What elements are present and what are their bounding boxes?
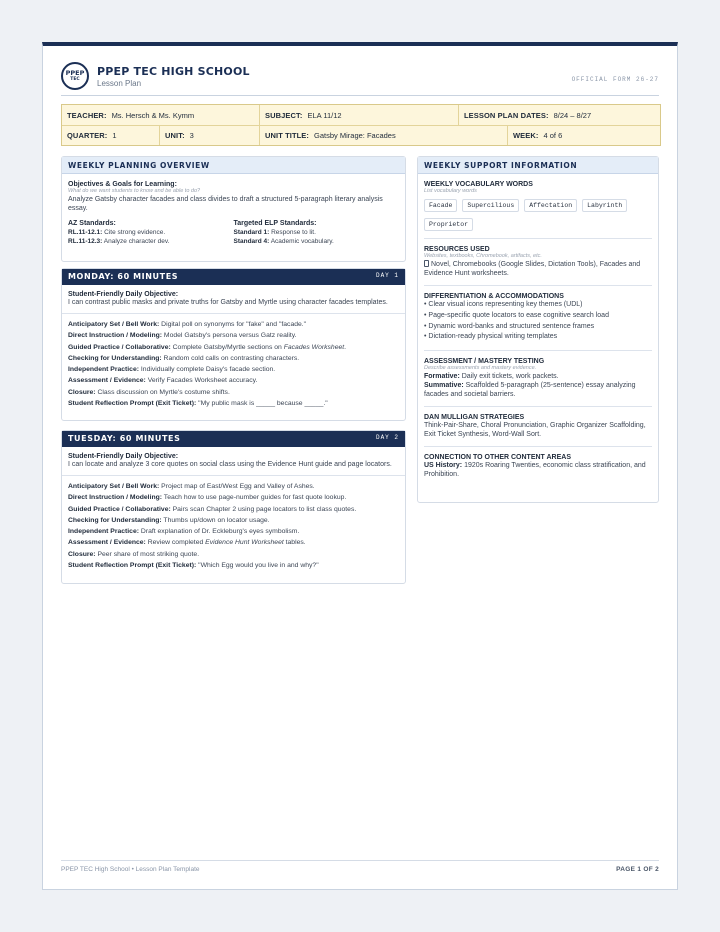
activity-label: Closure:	[68, 550, 96, 558]
dates-cell	[459, 105, 660, 125]
activity-text: Thumbs up/down on locator usage.	[163, 516, 270, 524]
elp-standard-text: Response to lit.	[271, 229, 316, 236]
activity-label: Assessment / Evidence:	[68, 377, 146, 385]
dan-mulligan-section	[424, 406, 652, 439]
assessment-label: ASSESSMENT / MASTERY TESTING	[424, 358, 545, 366]
subject-label: SUBJECT:	[265, 110, 303, 120]
vocab-label: WEEKLY VOCABULARY WORDS	[424, 181, 533, 188]
activity-text: Review completed	[147, 539, 204, 547]
az-standard-text: Analyze character dev.	[103, 237, 170, 245]
activity-text: Draft explanation of Dr. Eckleburg's eyes symbolism.	[140, 528, 300, 536]
day-header	[62, 269, 405, 285]
tablet-icon	[424, 260, 429, 267]
unit-title-label: UNIT TITLE:	[265, 131, 310, 140]
activity-emphasis: Facades Worksheet	[283, 343, 345, 351]
differentiation-item: • Page-specific quote locators to ease cognitive search load	[424, 311, 609, 319]
vocab-chip: Supercilious	[462, 199, 519, 212]
page-header	[61, 62, 659, 96]
page-number: PAGE 1 OF 2	[616, 866, 659, 873]
vocab-chip: Proprietor	[424, 218, 473, 231]
activity-text: Peer share of most striking quote.	[97, 550, 200, 558]
quarter-value: 1	[112, 131, 117, 140]
lesson-info-grid	[61, 104, 661, 146]
activity-text-after: tables.	[283, 539, 306, 547]
assessment-hint: Describe assessments and mastery evidence.	[424, 365, 537, 372]
differentiation-item: • Clear visual icons representing key themes (UDL)	[424, 301, 583, 308]
elp-standard-text: Academic vocabulary.	[270, 237, 334, 245]
document-subtitle: Lesson Plan	[97, 79, 142, 88]
activity-text: Class discussion on Myrtle's costume shifts.	[97, 388, 230, 396]
resources-text	[424, 260, 652, 278]
differentiation-label: DIFFERENTIATION & ACCOMMODATIONS	[424, 293, 564, 300]
daily-objective	[62, 285, 405, 314]
activity-label: Closure:	[68, 388, 96, 396]
activity-label: Anticipatory Set / Bell Work:	[68, 321, 160, 328]
activity-row	[68, 504, 399, 515]
connection-section	[424, 446, 652, 479]
day-tag: DAY 2	[375, 434, 399, 441]
summative-text: Summative: Scaffolded 5-paragraph (25-sentence) essay analyzing facades and societal barriers.	[424, 382, 636, 399]
activity-emphasis: Evidence Hunt Worksheet	[205, 539, 284, 547]
differentiation-item: • Dynamic word-banks and structured sentence frames	[424, 322, 595, 330]
school-logo	[61, 62, 89, 90]
weekly-planning-overview	[61, 156, 406, 262]
activity-row	[68, 375, 399, 386]
differentiation-item: • Dictation-ready physical writing templates	[424, 333, 558, 341]
activity-row	[68, 387, 399, 398]
activity-text: Project map of East/West Egg and Valley of Ashes.	[161, 483, 315, 490]
resources-section	[424, 238, 652, 278]
objectives-label: Objectives & Goals for Learning:	[68, 181, 177, 188]
resources-hint: Websites, textbooks, Chromebook, artifacts, etc.	[424, 253, 542, 259]
objectives-hint: What do we want students to know and be able to do?	[68, 188, 201, 194]
support-title: WEEKLY SUPPORT INFORMATION	[418, 157, 658, 174]
elp-standards-label: Targeted ELP Standards:	[233, 220, 317, 227]
activity-text: Pairs scan Chapter 2 using page locators to list class quotes.	[172, 505, 357, 513]
activity-label: Student Reflection Prompt (Exit Ticket):	[68, 562, 197, 570]
elp-standards	[234, 220, 400, 246]
unit-title-cell	[260, 126, 508, 145]
az-standards	[68, 220, 234, 246]
activity-label: Direct Instruction / Modeling:	[68, 494, 163, 502]
activity-text: Verify Facades Worksheet accuracy.	[147, 377, 258, 385]
connection-text: US History: 1920s Roaring Twenties, economic class stratification, and Prohibition.	[424, 462, 646, 479]
week-label: WEEK:	[513, 131, 539, 140]
lesson-plan-page	[42, 42, 678, 890]
vocab-chip: Labyrinth	[582, 199, 627, 212]
activity-label: Assessment / Evidence:	[68, 539, 146, 547]
az-standard-code: RL.11-12.1:	[68, 229, 103, 236]
activity-row	[68, 481, 399, 492]
activity-text: Teach how to use page-number guides for fast quote lookup.	[163, 494, 347, 502]
footer-left: PPEP TEC High School • Lesson Plan Template	[61, 866, 200, 873]
vocab-chip: Affectation	[524, 199, 577, 212]
day-card-monday	[61, 268, 406, 421]
dan-mulligan-label: DAN MULLIGAN STRATEGIES	[424, 414, 525, 422]
activity-text: "Which Egg would you live in and why?"	[198, 562, 319, 570]
activity-text: "My public mask is _____ because _____."	[198, 400, 328, 408]
activity-label: Checking for Understanding:	[68, 516, 162, 524]
daily-objective-text: I can locate and analyze 3 core quotes on social class using the Evidence Hunt guide and page locators.	[68, 461, 392, 468]
dates-value: 8/24 – 8/27	[553, 110, 592, 120]
daily-objective-text: I can contrast public masks and private truths for Gatsby and Myrtle using character facades templates.	[68, 299, 388, 306]
teacher-value: Ms. Hersch & Ms. Kymm	[111, 110, 195, 120]
form-code: OFFICIAL FORM 26-27	[571, 76, 659, 83]
activity-label: Direct Instruction / Modeling:	[68, 332, 163, 340]
connection-label: CONNECTION TO OTHER CONTENT AREAS	[424, 454, 572, 462]
day-tag: DAY 1	[375, 272, 399, 279]
week-value: 4 of 6	[543, 131, 563, 140]
subject-cell	[260, 105, 459, 125]
activity-text: Model Gatsby's persona versus Gatz reality.	[163, 332, 297, 340]
daily-objective-label: Student-Friendly Daily Objective:	[68, 453, 179, 460]
unit-title-value: Gatsby Mirage: Facades	[314, 131, 396, 140]
quarter-label: QUARTER:	[67, 131, 108, 140]
az-standard-code: RL.11-12.3:	[68, 237, 103, 245]
activity-label: Student Reflection Prompt (Exit Ticket):	[68, 400, 197, 408]
dates-label: LESSON PLAN DATES:	[464, 110, 549, 120]
quarter-cell	[62, 126, 160, 145]
activity-text: Digital poll on synonyms for "fake" and "facade."	[161, 321, 307, 328]
page-footer	[61, 860, 659, 873]
daily-objective-label: Student-Friendly Daily Objective:	[68, 291, 179, 298]
activity-label: Independent Practice:	[68, 528, 140, 536]
day-card-tuesday	[61, 430, 406, 584]
teacher-label: TEACHER:	[67, 110, 107, 120]
activity-row	[68, 526, 399, 537]
activity-row	[68, 549, 399, 560]
activity-label: Guided Practice / Collaborative:	[68, 505, 171, 513]
school-name: PPEP TEC HIGH SCHOOL	[97, 65, 250, 78]
activity-row	[68, 330, 399, 341]
week-cell	[508, 126, 660, 145]
objectives-text: Analyze Gatsby character facades and class divides to draft a structured 5-paragraph literary analysis essay.	[68, 196, 383, 212]
day-header	[62, 431, 405, 447]
activity-label: Anticipatory Set / Bell Work:	[68, 483, 160, 490]
vocab-chip: Facade	[424, 199, 457, 212]
subject-value: ELA 11/12	[307, 110, 342, 120]
elp-standard-code: Standard 4:	[233, 237, 270, 245]
activity-list	[62, 314, 405, 413]
logo-text-bottom: TEC	[70, 77, 80, 82]
dan-mulligan-text: Think-Pair-Share, Choral Pronunciation, Graphic Organizer Scaffolding, Exit Ticket Synthesis, Word-Wall Sort.	[424, 422, 646, 439]
activity-row	[68, 492, 399, 503]
activity-row	[68, 560, 399, 571]
activity-row	[68, 319, 399, 330]
activity-text: Random cold calls on contrasting characters.	[163, 354, 300, 362]
activity-label: Checking for Understanding:	[68, 354, 162, 362]
activity-label: Independent Practice:	[68, 366, 140, 374]
weekly-support-information	[417, 156, 659, 503]
day-title: MONDAY: 60 MINUTES	[68, 272, 179, 281]
activity-row	[68, 342, 399, 353]
unit-value: 3	[189, 131, 194, 140]
overview-title: WEEKLY PLANNING OVERVIEW	[62, 157, 405, 174]
activity-row	[68, 353, 399, 364]
unit-label: UNIT:	[165, 131, 185, 140]
formative-text: Formative: Daily exit tickets, work packets.	[424, 373, 559, 381]
vocab-chip-list	[424, 199, 644, 237]
activity-text-after: .	[344, 343, 347, 351]
activity-text: Complete Gatsby/Myrtle sections on	[172, 343, 282, 351]
teacher-cell	[62, 105, 260, 125]
assessment-section	[424, 350, 652, 399]
resources-value: Novel, Chromebooks (Google Slides, Dictation Tools), Facades and Evidence Hunt worksheets.	[424, 261, 641, 277]
activity-text: Individually complete Daisy's facade section.	[140, 366, 276, 374]
activity-row	[68, 537, 399, 548]
activity-label: Guided Practice / Collaborative:	[68, 343, 171, 351]
vocabulary-section	[424, 181, 652, 237]
logo-text-top: PPEP	[65, 69, 85, 77]
differentiation-section	[424, 285, 652, 343]
resources-label: RESOURCES USED	[424, 246, 490, 253]
activity-list	[62, 476, 405, 575]
activity-row	[68, 364, 399, 375]
daily-objective	[62, 447, 405, 476]
az-standards-label: AZ Standards:	[68, 220, 116, 227]
activity-row	[68, 398, 399, 409]
day-title: TUESDAY: 60 MINUTES	[68, 434, 181, 443]
az-standard-text: Cite strong evidence.	[104, 229, 166, 236]
activity-row	[68, 515, 399, 526]
unit-cell	[160, 126, 260, 145]
vocab-hint: List vocabulary words	[424, 188, 477, 194]
elp-standard-code: Standard 1:	[233, 229, 270, 236]
